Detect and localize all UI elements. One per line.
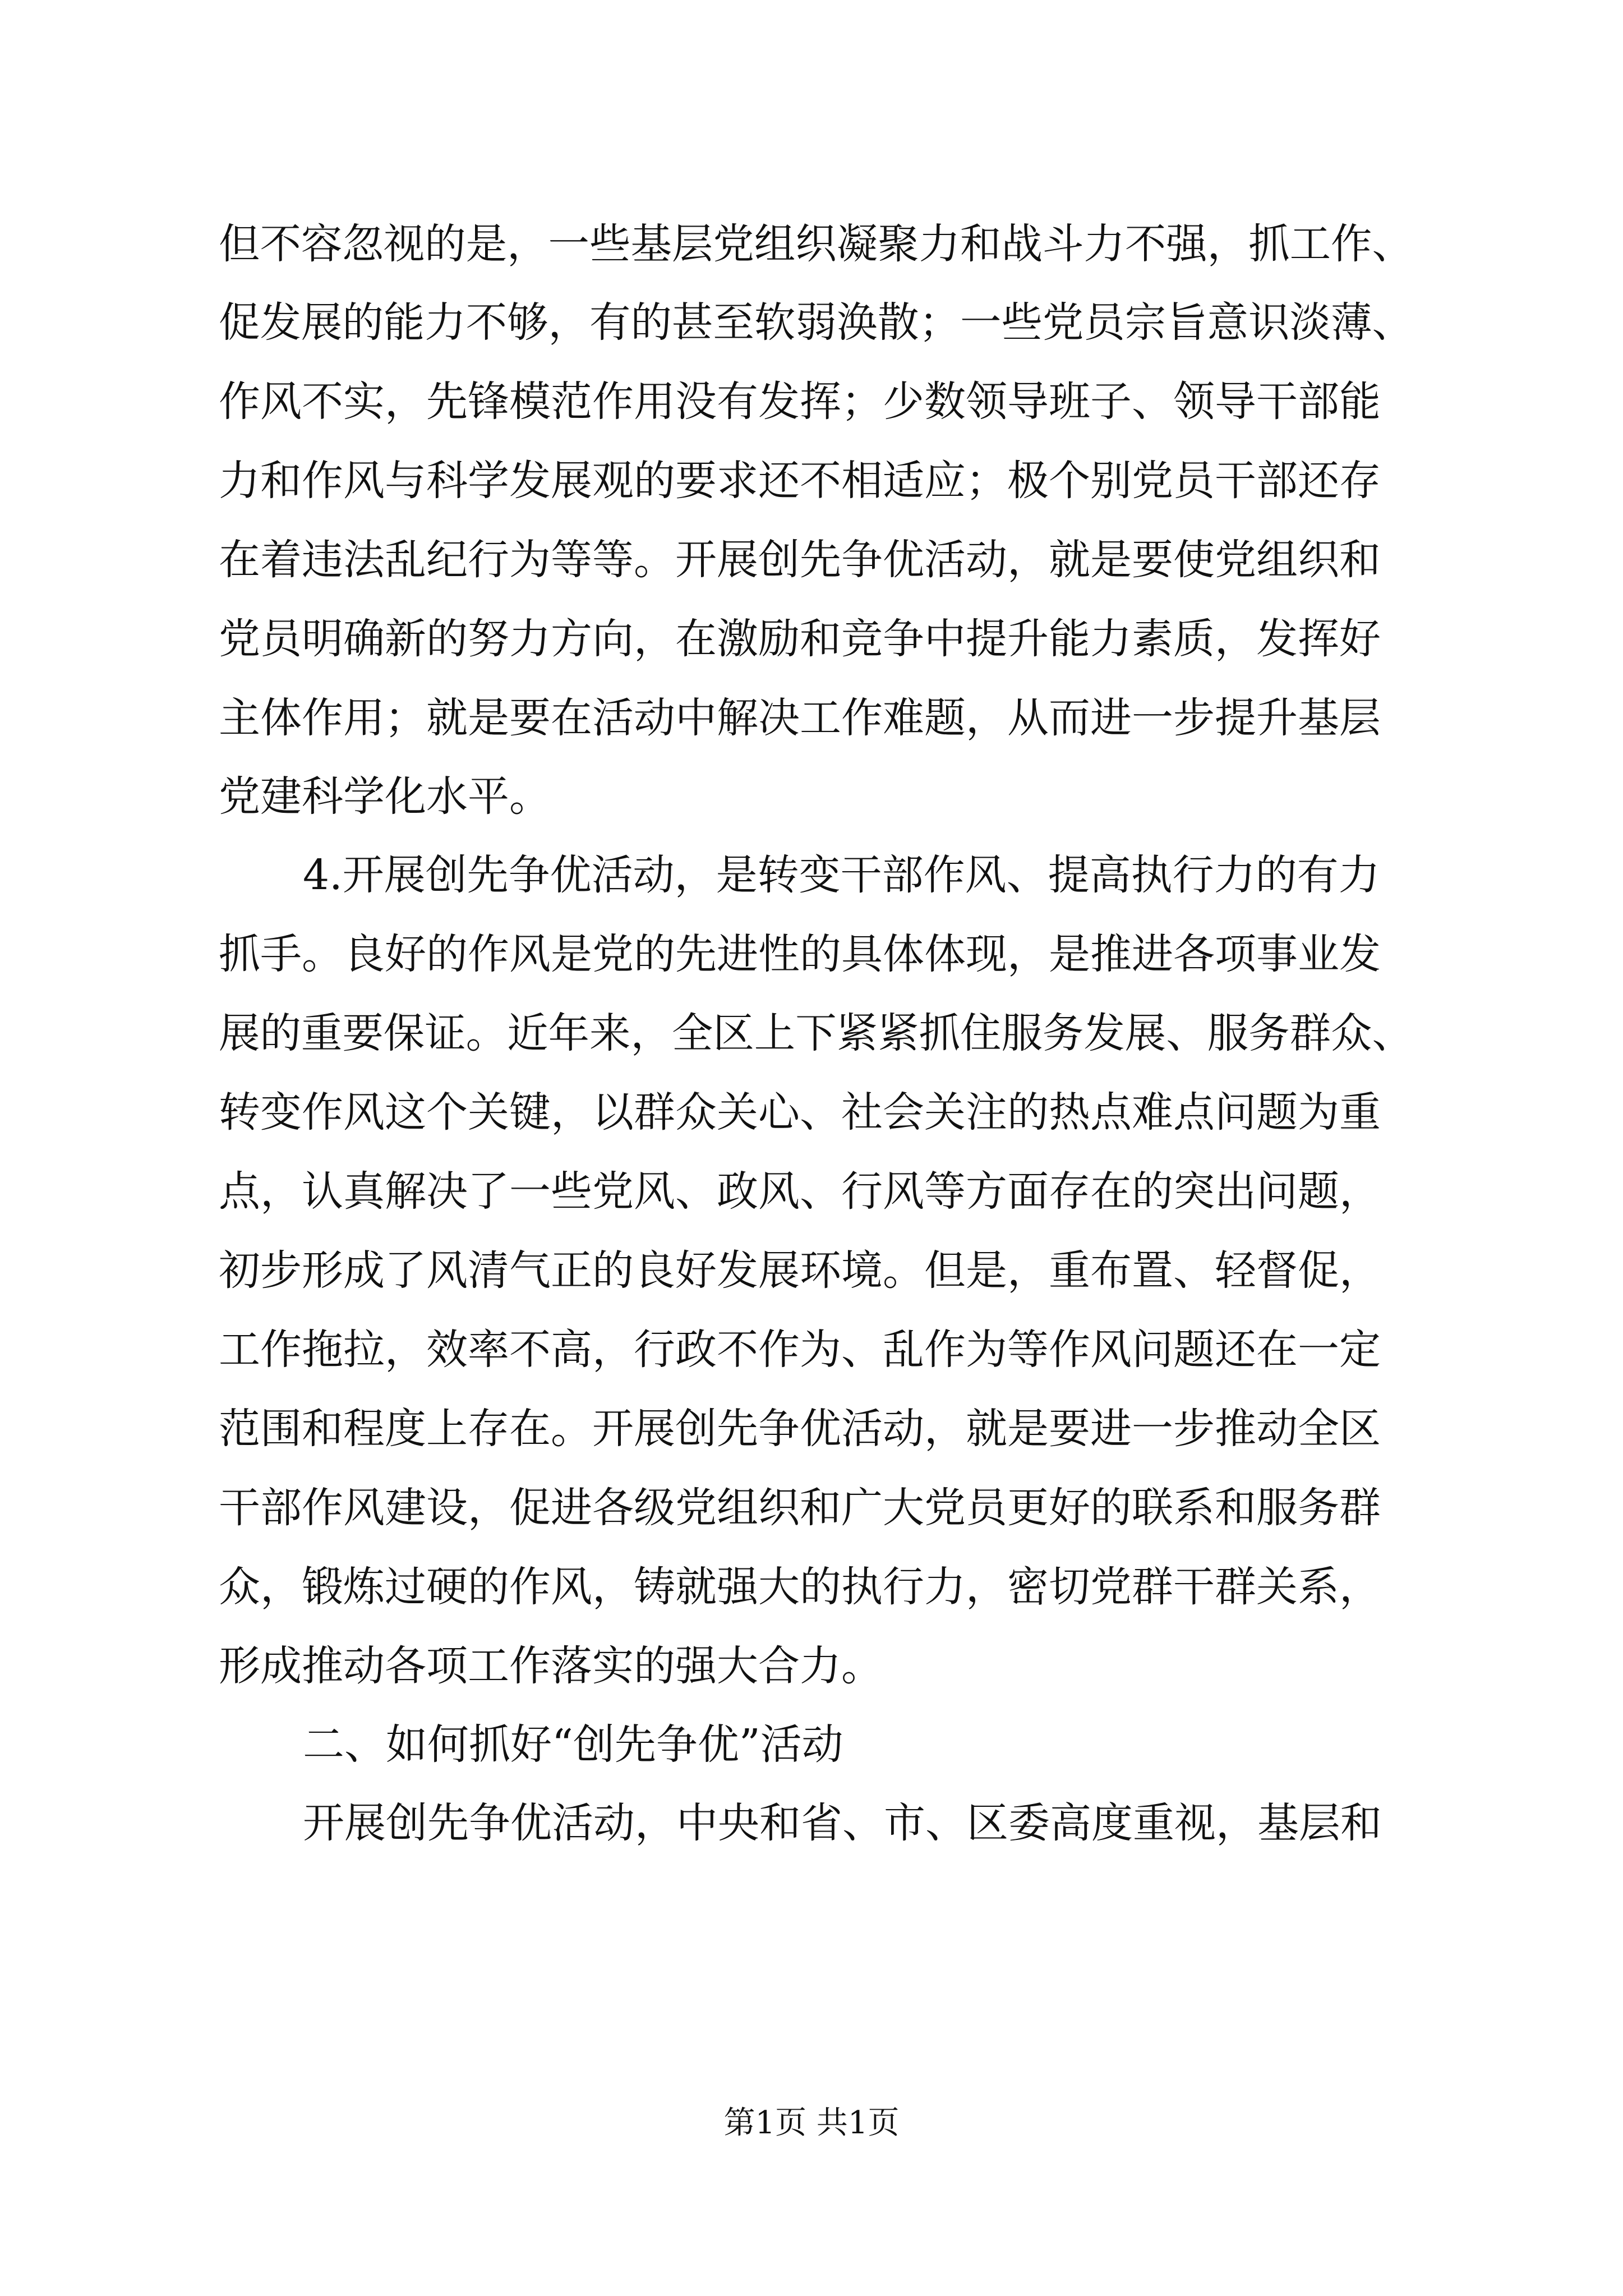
text-line: 促发展的能力不够，有的甚至软弱涣散；一些党员宗旨意识淡薄、: [219, 298, 1413, 347]
text-line: 力和作风与科学发展观的要求还不相适应；极个别党员干部还存: [219, 457, 1381, 505]
paragraph-4-first-line: 4.开展创先争优活动，是转变干部作风、提高执行力的有力: [303, 851, 1380, 899]
text-line: 众，锻炼过硬的作风，铸就强大的执行力，密切党群干群关系，: [219, 1563, 1381, 1611]
text-line: 干部作风建设，促进各级党组织和广大党员更好的联系和服务群: [219, 1484, 1381, 1532]
text-line: 点，认真解决了一些党风、政风、行风等方面存在的突出问题，: [219, 1167, 1381, 1216]
text-line: 主体作用；就是要在活动中解决工作难题，从而进一步提升基层: [219, 694, 1381, 742]
paragraph-first-line: 开展创先争优活动，中央和省、市、区委高度重视，基层和: [303, 1799, 1382, 1847]
text-line: 作风不实，先锋模范作用没有发挥；少数领导班子、领导干部能: [219, 378, 1381, 426]
text-line: 但不容忽视的是，一些基层党组织凝聚力和战斗力不强，抓工作、: [219, 220, 1413, 268]
page-footer: 第1页 共1页: [723, 2105, 900, 2141]
section-heading: 二、如何抓好“创先争优”活动: [303, 1720, 843, 1769]
text-line: 工作拖拉，效率不高，行政不作为、乱作为等作风问题还在一定: [219, 1326, 1381, 1374]
text-line: 范围和程度上存在。开展创先争优活动，就是要进一步推动全区: [219, 1405, 1381, 1453]
text-line: 形成推动各项工作落实的强大合力。: [219, 1642, 883, 1690]
text-line: 展的重要保证。近年来，全区上下紧紧抓住服务发展、服务群众、: [219, 1009, 1413, 1057]
text-line: 转变作风这个关键，以群众关心、社会关注的热点难点问题为重: [219, 1088, 1381, 1137]
text-line: 在着违法乱纪行为等等。开展创先争优活动，就是要使党组织和: [219, 536, 1381, 584]
text-line: 抓手。良好的作风是党的先进性的具体体现，是推进各项事业发: [219, 930, 1381, 978]
text-line: 初步形成了风清气正的良好发展环境。但是，重布置、轻督促，: [219, 1246, 1381, 1295]
text-line: 党建科学化水平。: [219, 772, 551, 821]
text-line: 党员明确新的努力方向，在激励和竞争中提升能力素质，发挥好: [219, 615, 1381, 663]
